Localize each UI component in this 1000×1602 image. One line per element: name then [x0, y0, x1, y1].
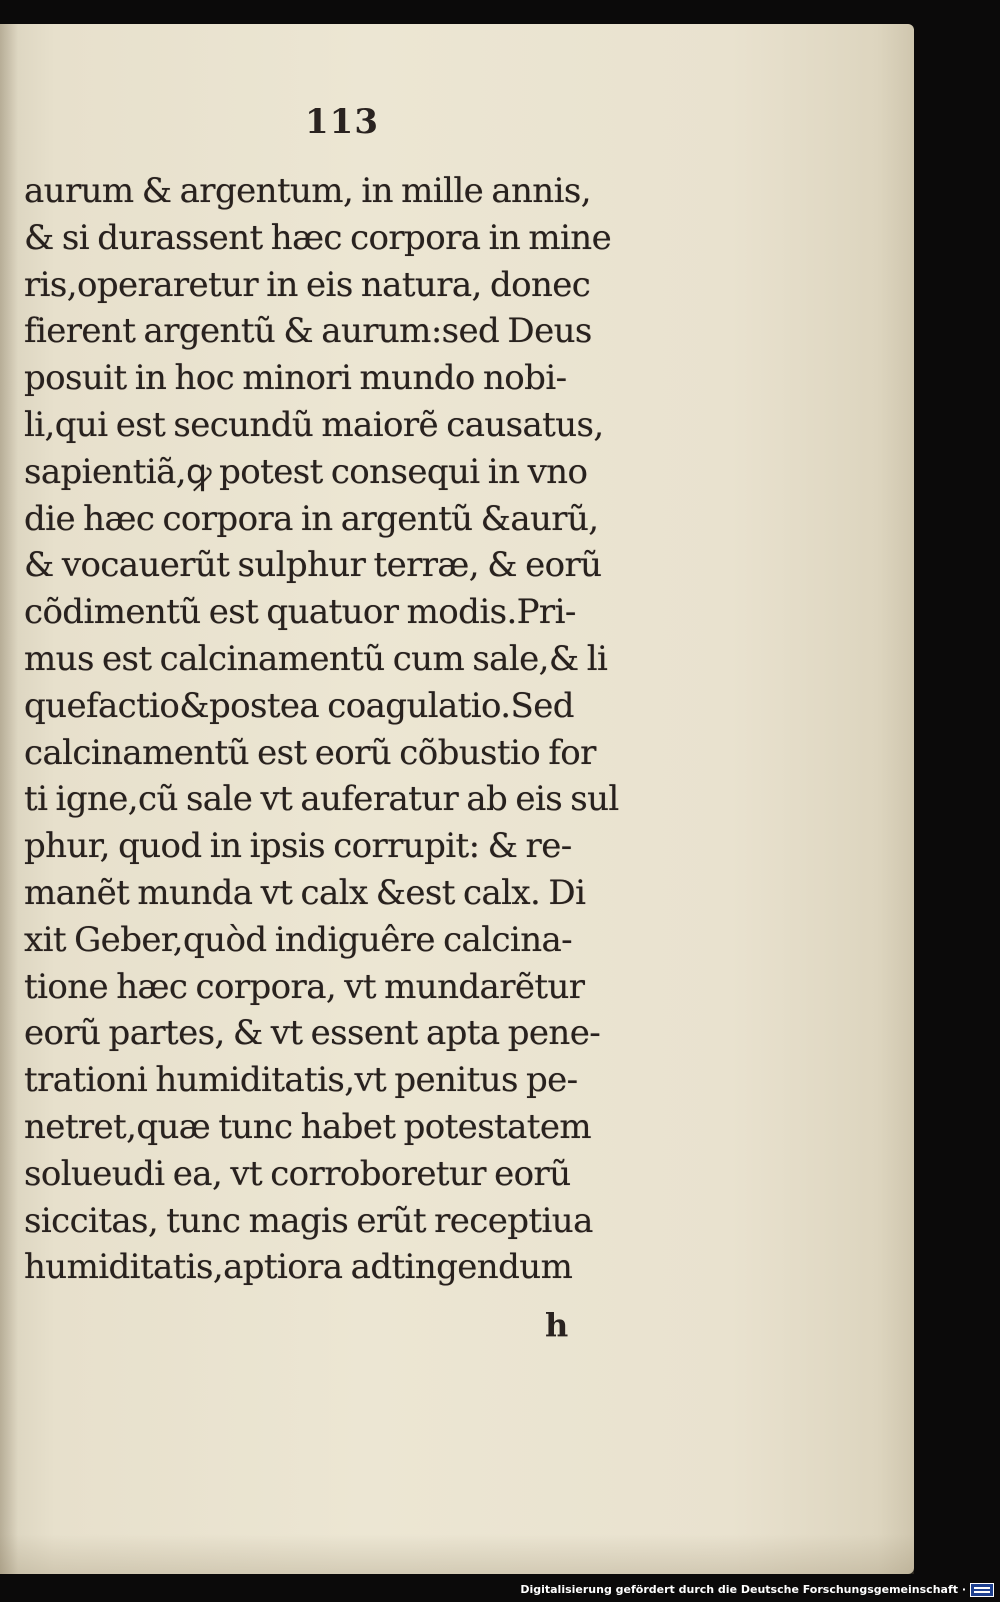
text-line: trationi humiditatis,vt penitus pe- — [24, 1060, 578, 1101]
text-line: quefactio&postea coagulatio.Sed — [24, 685, 574, 726]
text-line: solueudi ea, vt corroboretur eorũ — [24, 1153, 571, 1194]
text-line: humiditatis,aptiora adtingendum — [24, 1247, 573, 1288]
text-line: cõdimentũ est quatuor modis.Pri- — [24, 592, 576, 633]
text-line: ti igne,cũ sale vt auferatur ab eis sul — [24, 779, 619, 820]
text-line: aurum & argentum, in mille annis, — [24, 171, 591, 211]
text-line: siccitas, tunc magis erũt receptiua — [24, 1200, 593, 1241]
text-block — [24, 168, 664, 1291]
text-line: ris,operaretur in eis natura, donec — [24, 264, 591, 305]
text-line: mus est calcinamentũ cum sale,& li — [24, 638, 608, 679]
text-line: & vocauerũt sulphur terræ, & eorũ — [24, 545, 602, 586]
text-line: & si durassent hæc corpora in mine — [24, 217, 612, 258]
text-line: die hæc corpora in argentũ &aurũ, — [24, 498, 599, 539]
page-number: 113 — [305, 102, 379, 142]
text-line: tione hæc corpora, vt mundarẽtur — [24, 966, 585, 1007]
text-line: manẽt munda vt calx &est calx. Di — [24, 872, 586, 913]
text-line: fierent argentũ & aurum:sed Deus — [24, 311, 592, 352]
text-line: netret,quæ tunc habet potestatem — [24, 1106, 592, 1147]
text-line: phur, quod in ipsis corrupit: & re- — [24, 826, 572, 867]
digitization-credit: Digitalisierung gefördert durch die Deutsche Forschungsgemeinschaft · — [520, 1583, 966, 1596]
book-page — [0, 24, 914, 1574]
text-line: eorũ partes, & vt essent apta pene- — [24, 1013, 601, 1054]
text-line: posuit in hoc minori mundo nobi- — [24, 358, 567, 399]
text-line: xit Geber,quòd indiguêre calcina- — [24, 919, 573, 960]
signature-mark: h — [545, 1306, 569, 1344]
text-line: sapientiã,ꝙ potest consequi in vno — [24, 451, 588, 492]
dfg-logo-icon — [970, 1583, 994, 1597]
text-line: calcinamentũ est eorũ cõbustio for — [24, 732, 596, 773]
text-line: li,qui est secundũ maiorẽ causatus, — [24, 404, 604, 445]
